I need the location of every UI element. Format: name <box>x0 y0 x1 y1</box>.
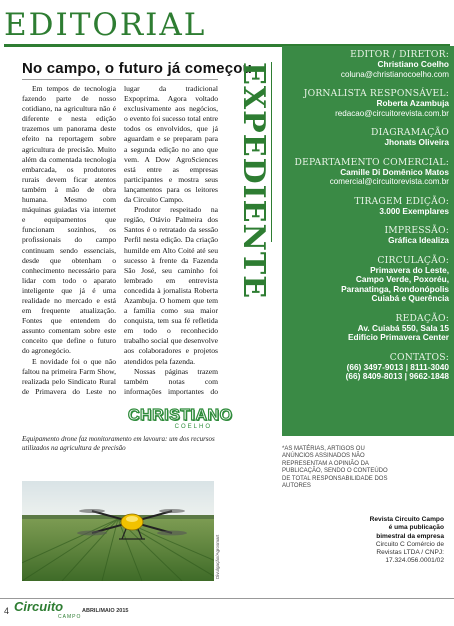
staff-heading: TIRAGEM EDIÇÃO: <box>354 195 449 207</box>
staff-heading: IMPRESSÃO: <box>384 225 449 236</box>
article-headline: No campo, o futuro já começou <box>22 60 252 77</box>
issue-date: ABRIL/MAIO 2015 <box>82 608 129 614</box>
staff-section-journalist <box>282 89 449 118</box>
publisher-info <box>310 516 444 566</box>
staff-heading: REDAÇÃO: <box>395 312 449 324</box>
staff-value: (66) 8409-8013 | 9662-1848 <box>345 371 449 381</box>
staff-heading: JORNALISTA RESPONSÁVEL: <box>303 88 449 99</box>
footer-rule <box>0 598 454 599</box>
staff-section-print-run <box>282 197 449 217</box>
expediente-title-rule <box>271 62 272 242</box>
staff-panel <box>282 46 454 436</box>
circuito-campo-logo: Circuito <box>14 599 64 614</box>
article-body <box>22 84 218 406</box>
expediente-title-text: EXPEDIENTE <box>236 62 271 300</box>
staff-value: 3.000 Exemplares <box>379 205 449 216</box>
staff-heading: EDITOR / DIRETOR: <box>350 49 449 60</box>
sponsor-logo-sub: COELHO <box>174 424 212 430</box>
christiano-coelho-logo <box>128 407 233 430</box>
staff-section-commercial <box>282 158 449 187</box>
article-paragraph: Em tempos de tecnologia fazendo parte de nosso cotidiano, na agricultura não é diferente e nesta edição trazemos um panorama deste efeito na reportagem sobre agricultura de precisão. Muito além da comentada tecnologia embarcada, os produtores rurais devem ficar atentos também à mão de obra humana. Mesmo com máquinas guiadas via internet e equipamentos que funcionam sozinhos, os profissionais do campo continuam sendo essenciais, desde que obtenham o conhecimento necessário para lidar com todo o aparato inteligente que já é uma realidade no mercado e está em frequente atualização. Fontes que entendem do assunto comentam sobre este conceito que define o futuro do agronegócio. <box>22 84 116 356</box>
staff-value: Cuiabá e Querência <box>371 293 449 303</box>
staff-email-link[interactable]: redacao@circuitorevista.com.br <box>335 108 449 118</box>
staff-email-link[interactable]: coluna@christianocoelho.com <box>340 69 449 79</box>
photo-credit: Divulgação/Agrosmart <box>215 534 220 579</box>
article-paragraph: E novidade foi o que não faltou na primeira Farm Show, realizada pelo Sindicato Rural de Primavera do Leste no lugar da tradicional Expoprima. Agora voltado exclusivamente aos negócios, o evento foi sucesso total entre todos os envolvidos, que já aguardam e se preparam para a segunda edição no ano que vem. A Dow AgroSciences está entre as empresas participantes e mostra seus lançamentos para os leitores da Circuito Campo. <box>22 84 218 396</box>
sponsor-logo-name: CHRISTIANO <box>128 407 233 424</box>
disclaimer-note: *AS MATÉRIAS, ARTIGOS OU ANÚNCIOS ASSINADOS NÃO REPRESENTAM A OPINIÃO DA PUBLICAÇÃO, SENDO O CONTEÚDO DE TOTAL RESPONSABILIDADE DOS AUTORES <box>282 446 388 490</box>
section-title: EDITORIAL <box>4 7 207 43</box>
staff-section-editor <box>282 50 449 79</box>
staff-value: Primavera do Leste, <box>370 264 449 275</box>
staff-section-layout <box>282 128 449 148</box>
page-number: 4 <box>4 606 10 616</box>
headline-rule <box>22 79 218 80</box>
staff-email-link[interactable]: comercial@circuitorevista.com.br <box>329 177 449 186</box>
circuito-campo-logo-sub: CAMPO <box>58 614 82 620</box>
staff-value: Gráfica Idealiza <box>388 235 449 245</box>
staff-section-printing <box>282 226 449 246</box>
staff-value: Edifício Primavera Center <box>348 332 449 342</box>
staff-value: Camille Di Domênico Matos <box>340 166 449 177</box>
staff-value: Christiano Coelho <box>377 59 449 69</box>
staff-value: (66) 3497-9013 | 8111-3040 <box>346 361 449 372</box>
staff-value: Campo Verde, Poxoréu, <box>355 274 449 284</box>
staff-heading: DIAGRAMAÇÃO <box>371 127 449 138</box>
drone-field-photo <box>22 481 214 581</box>
staff-value: Jhonats Oliveira <box>384 137 449 147</box>
publisher-line: Revista Circuito Campo <box>369 516 444 523</box>
staff-value: Paranatinga, Rondonópolis <box>341 283 449 294</box>
staff-heading: CIRCULAÇÃO: <box>377 254 449 266</box>
staff-value: Av. Cuiabá 550, Sala 15 <box>357 322 449 333</box>
staff-value: Roberta Azambuja <box>376 98 449 108</box>
drone-photo-illustration <box>22 481 214 581</box>
staff-section-circulation <box>282 256 449 304</box>
publisher-line: Revistas LTDA / CNPJ: <box>376 549 444 557</box>
photo-caption: Equipamento drone faz monitoramento em lavoura: um dos recursos utilizados na agricultura de precisão <box>22 435 215 452</box>
publisher-line: Circuito C Comércio de <box>375 540 444 548</box>
staff-section-newsroom <box>282 314 449 343</box>
expediente-vertical-title <box>236 62 273 300</box>
staff-heading: DEPARTAMENTO COMERCIAL: <box>294 156 449 168</box>
staff-heading: CONTATOS: <box>389 351 449 363</box>
publisher-line: 17.324.056.0001/02 <box>385 557 444 565</box>
staff-section-contacts <box>282 353 449 382</box>
publisher-line: é uma publicação <box>388 524 444 532</box>
article-paragraph: Produtor respeitado na região, Otávio Palmeira dos Santos é o retratado da sessão Perfil nesta edição. Da criação humilde em Alto Coité até seu sucesso à frente da Fazenda São José, seu caminho foi lembrado em entrevista concedida à jornalista Roberta Azambuja. O homem que tem a família como sua maior conquista, tem sua fé refletida em todo o reconhecido trabalho social que desenvolve aos colaboradores e projetos atendidos pela fazenda. <box>124 205 218 366</box>
article-paragraph: Nossas páginas trazem também notas com informações importantes do <box>124 366 218 396</box>
publisher-line: bimestral da empresa <box>376 532 444 540</box>
